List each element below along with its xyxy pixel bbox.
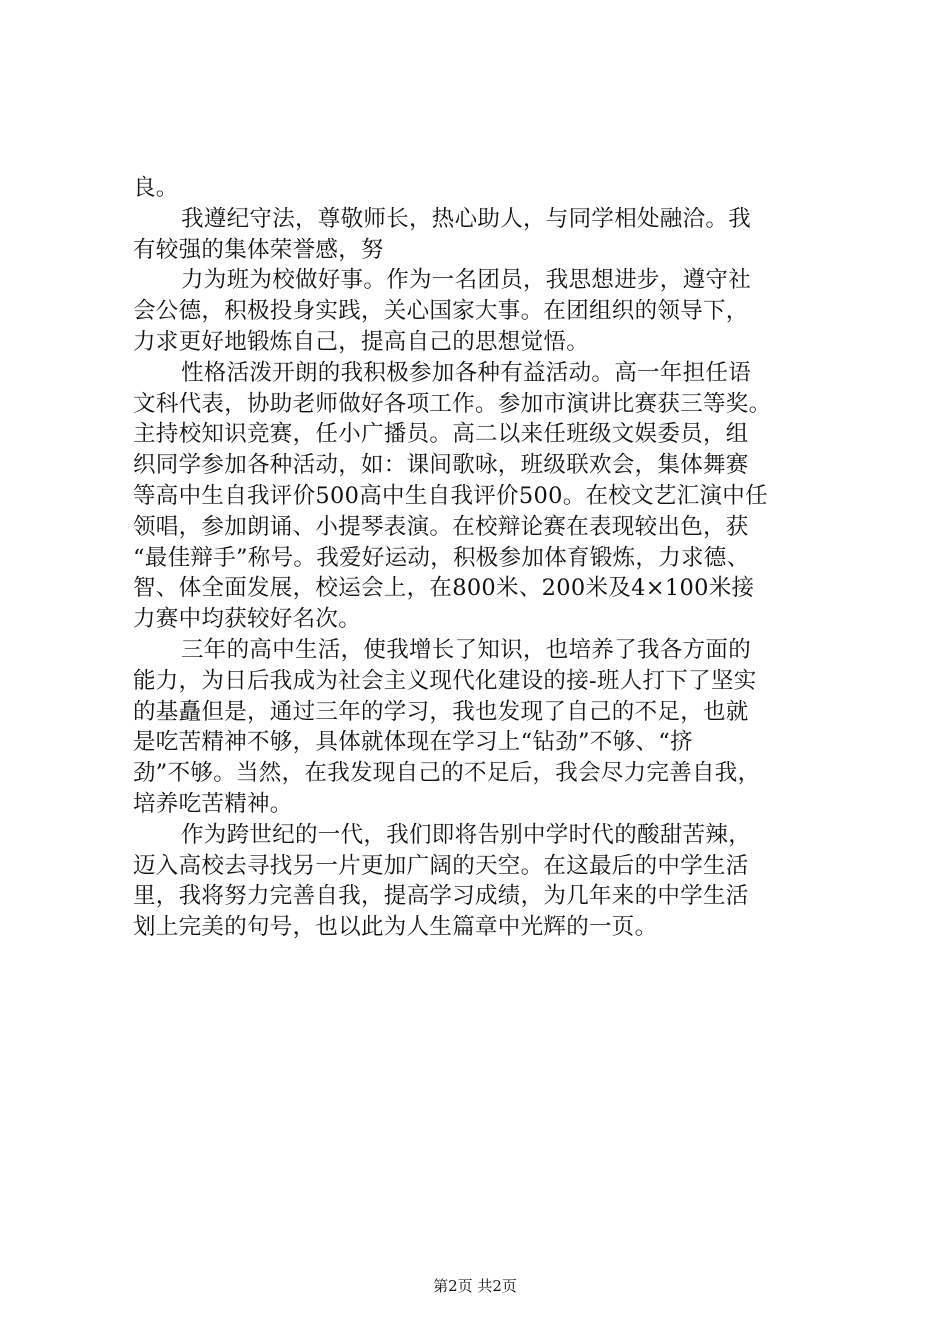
paragraph-start-line: 性格活泼开朗的我积极参加各种有益活动。高一年担任语 xyxy=(181,359,752,386)
paragraph-start-line: 力为班为校做好事。作为一名团员，我思想进步，遵守社 xyxy=(181,267,752,294)
text-line: 文科代表，协助老师做好各项工作。参加市演讲比赛获三等奖。 xyxy=(133,390,772,417)
text-line: 织同学参加各种活动，如：课间歌咏，班级联欢会，集体舞赛 xyxy=(133,452,749,479)
text-line: 培养吃苦精神。 xyxy=(133,790,293,817)
page-footer xyxy=(0,1276,950,1296)
paragraph-start-line: 三年的高中生活，使我增长了知识，也培养了我各方面的 xyxy=(181,636,752,663)
text-line: 主持校知识竞赛，任小广播员。高二以来任班级文娱委员，组 xyxy=(133,421,749,448)
text-line: 的基矗但是，通过三年的学习，我也发现了自己的不足，也就 xyxy=(133,698,749,725)
text-line: 里，我将努力完善自我，提高学习成绩，为几年来的中学生活 xyxy=(133,883,749,910)
page-number-label: 第2页 共2页 xyxy=(433,1277,517,1295)
text-line: 力赛中均获较好名次。 xyxy=(133,606,362,633)
text-line: 迈入高校去寻找另一片更加广阔的天空。在这最后的中学生活 xyxy=(133,852,749,879)
text-line: 领唱，参加朗诵、小提琴表演。在校辩论赛在表现较出色，获 xyxy=(133,513,749,540)
text-line: 是吃苦精神不够，具体就体现在学习上“钻劲”不够、“挤 xyxy=(133,729,693,756)
text-line: 能力，为日后我成为社会主义现代化建设的接-班人打下了坚实 xyxy=(133,667,757,694)
text-line: “最佳辩手”称号。我爱好运动，积极参加体育锻炼，力求德、 xyxy=(133,544,750,571)
text-line: 力求更好地锻炼自己，提高自己的思想觉悟。 xyxy=(133,328,590,355)
paragraph-start-line: 作为跨世纪的一代，我们即将告别中学时代的酸甜苦辣， xyxy=(181,821,752,848)
paragraph-start-line: 我遵纪守法，尊敬师长，热心助人，与同学相处融洽。我 xyxy=(181,205,752,232)
text-line: 良。 xyxy=(133,175,179,201)
text-line: 智、体全面发展，校运会上，在800米、200米及4×100米接 xyxy=(133,575,755,602)
text-line: 劲”不够。当然，在我发现自己的不足后，我会尽力完善自我， xyxy=(133,760,761,787)
text-line: 会公德，积极投身实践，关心国家大事。在团组织的领导下， xyxy=(133,298,749,325)
text-line: 等高中生自我评价500高中生自我评价500。在校文艺汇演中任 xyxy=(133,482,768,509)
text-line: 有较强的集体荣誉感，努 xyxy=(133,236,384,263)
text-line: 划上完美的句号，也以此为人生篇章中光辉的一页。 xyxy=(133,914,658,941)
body-text xyxy=(133,173,833,943)
